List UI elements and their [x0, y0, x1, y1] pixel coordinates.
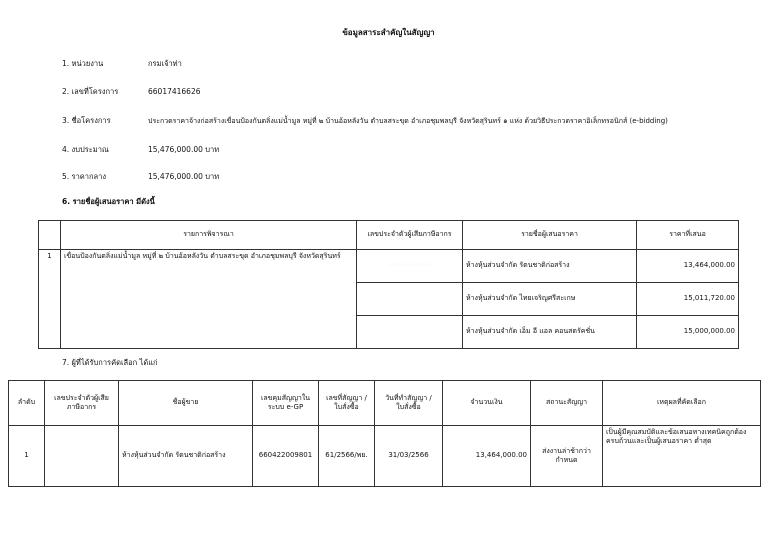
bidder-tax-id: [357, 283, 463, 316]
bidder-name: ห้างหุ้นส่วนจำกัด เอ็ม อี แอล คอนสตรัคชั่น: [463, 316, 637, 349]
median-price-row: [62, 171, 219, 183]
winners-header-taxid: เลขประจำตัวผู้เสียภาษีอากร: [45, 381, 119, 426]
bidders-header-name: รายชื่อผู้เสนอราคา: [463, 221, 637, 250]
project-id-label: 2. เลขที่โครงการ: [62, 87, 119, 96]
winner-reason: เป็นผู้มีคุณสมบัติและข้อเสนอทางเทคนิคถูกต้องครบถ้วนและเป็นผู้เสนอราคา ต่ำสุด: [603, 426, 761, 487]
project-id-value: 66017416626: [148, 87, 201, 96]
agency-label: 1. หน่วยงาน: [62, 59, 104, 68]
winners-header-no: ลำดับ: [9, 381, 45, 426]
winners-header-egp: เลขคุมสัญญาในระบบ e-GP: [253, 381, 319, 426]
bidder-price: 15,011,720.00: [637, 283, 739, 316]
bidders-table: [38, 220, 739, 349]
table-row: [9, 426, 761, 487]
bidders-header-row: [39, 221, 739, 250]
median-price-label: 5. ราคากลาง: [62, 172, 107, 181]
bidders-header-price: ราคาที่เสนอ: [637, 221, 739, 250]
project-name-label: 3. ชื่อโครงการ: [62, 116, 111, 125]
bidder-item-number: 1: [39, 250, 61, 349]
winner-amount: 13,464,000.00: [443, 426, 531, 487]
winners-header-contract-no: เลขที่สัญญา / ใบสั่งซื้อ: [319, 381, 375, 426]
bidder-price: 13,464,000.00: [637, 250, 739, 283]
budget-label: 4. งบประมาณ: [62, 145, 109, 154]
bidder-tax-id: · · · · · · · · · ·: [357, 250, 463, 283]
winner-tax-id: [45, 426, 119, 487]
budget-row: [62, 144, 219, 156]
bidders-header-item: รายการพิจารณา: [61, 221, 357, 250]
bidders-header-taxid: เลขประจำตัวผู้เสียภาษีอากร: [357, 221, 463, 250]
bidder-name: ห้างหุ้นส่วนจำกัด ไทยเจริญศรีสะเกษ: [463, 283, 637, 316]
document-title: ข้อมูลสาระสำคัญในสัญญา: [342, 28, 435, 37]
winner-vendor: ห้างหุ้นส่วนจำกัด รัตนชาติก่อสร้าง: [119, 426, 253, 487]
winner-contract-number: 61/2566/พย.: [319, 426, 375, 487]
budget-value: 15,476,000.00 บาท: [148, 145, 220, 154]
winner-egp-number: 660422009801: [253, 426, 319, 487]
project-name-value: ประกวดราคาจ้างก่อสร้างเขื่อนป้องกันตลิ่งแม่น้ำมูล หมู่ที่ ๒ บ้านอ้อหลังวัน ตำบลสระขุด อำเภอชุมพลบุรี จังหวัดสุรินทร์ ๑ แห่ง ด้วยวิธีประกวดราคาอิเล็กทรอนิกส์ (e-bidding): [148, 117, 668, 125]
table-row: [39, 250, 739, 283]
project-id-row: [62, 86, 201, 98]
winner-status: ส่งงานล่าช้ากว่ากำหนด: [531, 426, 603, 487]
winner-contract-date: 31/03/2566: [375, 426, 443, 487]
section7-label: 7. ผู้ที่ได้รับการคัดเลือก ได้แก่: [62, 358, 158, 367]
section6-label: 6. รายชื่อผู้เสนอราคา มีดังนี้: [62, 197, 155, 206]
winners-table: [8, 380, 761, 487]
winners-header-reason: เหตุผลที่คัดเลือก: [603, 381, 761, 426]
winner-number: 1: [9, 426, 45, 487]
winners-header-vendor: ชื่อผู้ขาย: [119, 381, 253, 426]
winners-header-amount: จำนวนเงิน: [443, 381, 531, 426]
bidders-header-blank: [39, 221, 61, 250]
winners-header-date: วันที่ทำสัญญา / ใบสั่งซื้อ: [375, 381, 443, 426]
agency-row: [62, 58, 182, 70]
bidder-tax-id: [357, 316, 463, 349]
bidder-item-description: เขื่อนป้องกันตลิ่งแม่น้ำมูล หมู่ที่ ๒ บ้านอ้อหลังวัน ตำบลสระขุด อำเภอชุมพลบุรี จังหวัดสุรินทร์: [61, 250, 357, 349]
project-name-row: [62, 115, 668, 127]
winners-header-status: สถานะสัญญา: [531, 381, 603, 426]
bidder-name: ห้างหุ้นส่วนจำกัด รัตนชาติก่อสร้าง: [463, 250, 637, 283]
winners-header-row: [9, 381, 761, 426]
median-price-value: 15,476,000.00 บาท: [148, 172, 220, 181]
agency-value: กรมเจ้าท่า: [148, 59, 182, 68]
bidder-price: 15,000,000.00: [637, 316, 739, 349]
